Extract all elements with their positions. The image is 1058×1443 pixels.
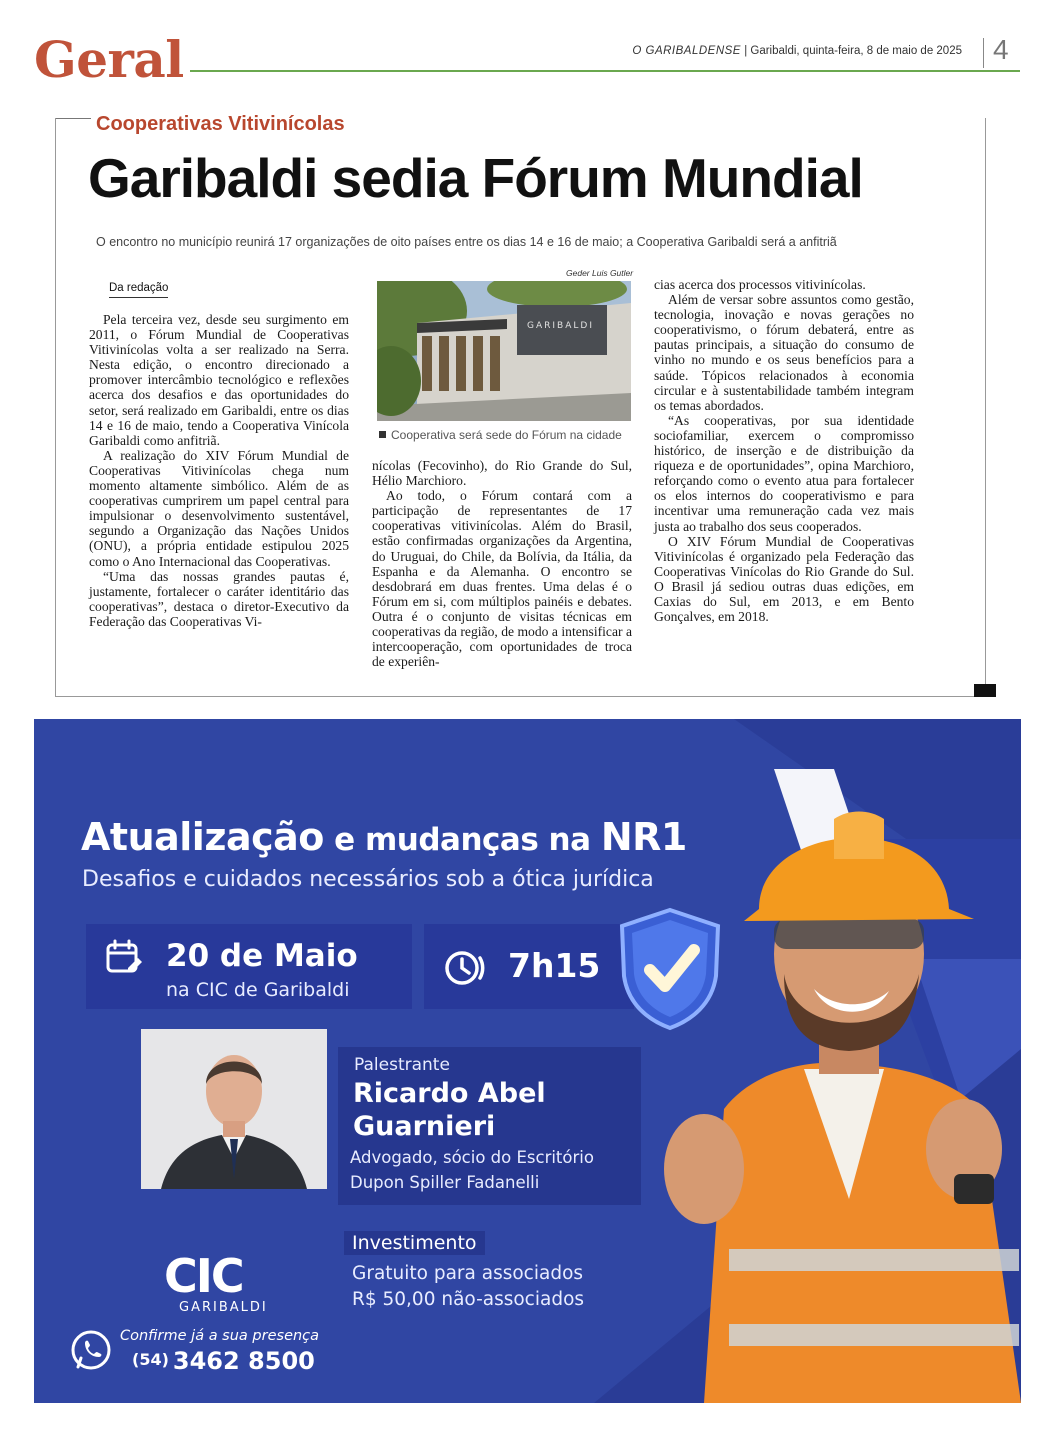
ad-title-part: NR1 (600, 815, 687, 859)
phone-number: 3462 8500 (172, 1347, 315, 1375)
contact-phone[interactable] (132, 1347, 315, 1375)
calendar-icon (104, 938, 144, 978)
event-advertisement (34, 719, 1021, 1403)
phone-area-code: (54) (132, 1350, 169, 1369)
article-frame (55, 118, 56, 696)
event-place: na CIC de Garibaldi (166, 979, 350, 1001)
ad-title (81, 815, 687, 859)
cic-logo: CIC (164, 1249, 243, 1303)
article-column-3 (654, 277, 914, 624)
article-subtitle: O encontro no município reunirá 17 organizações de oito países entre os dias 14 e 16 de maio; a Cooperativa Garibaldi será a anfitriã (96, 235, 837, 249)
paragraph: cias acerca dos processos vitivinícolas. (654, 277, 866, 292)
section-title: Geral (34, 30, 184, 89)
newspaper-name: O GARIBALDENSE (632, 45, 741, 57)
page-divider (983, 38, 984, 68)
photo-sign-text: GARIBALDI (527, 321, 594, 331)
speaker-name (353, 1077, 546, 1143)
paragraph: nícolas (Fecovinho), do Rio Grande do Sul, Hélio Marchioro. (372, 458, 632, 489)
ad-subtitle: Desafios e cuidados necessários sob a ótica jurídica (82, 867, 654, 892)
date-box (86, 924, 412, 1009)
paragraph: A realização do XIV Fórum Mundial de Cooperativas Vitivinícolas chega num momento altamente simbólico. Além de as cooperativas cumprirem um papel central para impulsionar o desenvolvimento sustentável, segundo a Organização das Nações Unidos (ONU), a própria entidade estipulou 2025 como o Ano Internacional das Cooperativas. (89, 447, 349, 569)
paragraph: Ao todo, o Fórum contará com a participação de representantes de 17 cooperativas vitivinícolas. Além do Brasil, estão confirmadas organizações da Argentina, do Uruguai, do Chile, da Bolívia, da Itália, da Espanha e da Alemanha. O encontro se desdobrará em duas frentes. Uma delas é o Fórum em si, com múltiplos painéis e debates. Outra é o conjunto de visitas técnicas em cooperativas da região, de modo a intensificar a intercooperação, com oportunidades de troca de experiên- (372, 488, 632, 670)
ad-title-part: e mudanças na (323, 822, 601, 858)
paragraph: O XIV Fórum Mundial de Cooperativas Vitivinícolas é organizado pela Federação das Cooperativas Vinícolas do Rio Grande do Sul. O Brasil já sediou outras duas edições, em Caxias do Sul, em 2013, e em Bento Gonçalves, em 2018. (654, 533, 914, 625)
clock-icon (442, 950, 488, 986)
header-separator: | (744, 45, 748, 57)
whatsapp-icon[interactable] (70, 1329, 112, 1371)
event-time: 7h15 (508, 946, 601, 985)
caption-marker-icon (379, 431, 386, 438)
ad-title-part: Atualização (81, 815, 324, 859)
page-number: 4 (993, 34, 1009, 65)
speaker-role-line: Advogado, sócio do Escritório (350, 1148, 594, 1167)
investment-label: Investimento (344, 1231, 485, 1255)
article-frame (985, 118, 986, 696)
photo-caption-text: Cooperativa será sede do Fórum na cidade (391, 428, 622, 442)
article-photo (377, 281, 631, 421)
speaker-name-line: Ricardo Abel (353, 1078, 546, 1109)
speaker-role-line: Dupon Spiller Fadanelli (350, 1173, 540, 1192)
article-column-1 (89, 312, 349, 629)
header-meta (632, 45, 962, 57)
speaker-name-line: Guarnieri (353, 1111, 496, 1142)
article-byline: Da redação (109, 282, 168, 298)
header-rule (190, 70, 1020, 72)
article-kicker: Cooperativas Vitivinícolas (96, 113, 345, 135)
photo-credit: Geder Luis Gutler (566, 268, 634, 278)
article-headline: Garibaldi sedia Fórum Mundial (88, 147, 863, 209)
investment-line: Gratuito para associados (352, 1263, 584, 1284)
paragraph: “Uma das nossas grandes pautas é, justamente, fortalecer o caráter identitário das cooperativas”, destaca o diretor-Executivo da Federação das Cooperativas Vi- (89, 568, 349, 629)
photo-caption (379, 428, 622, 442)
worker-illustration (634, 779, 1021, 1403)
investment-line: R$ 50,00 não-associados (352, 1289, 585, 1310)
paragraph: Pela terceira vez, desde seu surgimento em 2011, o Fórum Mundial de Cooperativas Vitivinícolas volta a ser realizado na Serra. Nesta edição, o encontro direcionado a promover intercâmbio tecnológico e reflexões acerca dos desafios e das oportunidades do setor, será realizado em Garibaldi, entre os dias 14 e 16 de maio, tendo a Cooperativa Vinícola Garibaldi como anfitriã. (89, 312, 349, 448)
paragraph: Além de versar sobre assuntos como gestão, tecnologia, inovação e novas gerações no cooperativismo, o fórum debaterá, entre as pautas principais, a situação do consumo de vinho no mundo e os seus benefícios para a saúde. Tópicos relacionados à economia circular e à sustentabilidade também integram os temas abordados. (654, 292, 914, 413)
paragraph: “As cooperativas, por sua identidade sociofamiliar, exercem o compromisso histórico, de inserção e de distribuição da riqueza e de oportunidades”, opina Marchioro, reforçando como o evento atua para fortalecer os elos internos do cooperativismo e para incentivar uma remuneração cada vez mais justa ao trabalho dos seus cooperados. (654, 412, 914, 534)
event-date: 20 de Maio (166, 938, 358, 974)
speaker-role (350, 1145, 594, 1195)
confirm-presence-text: Confirme já a sua presença (120, 1328, 320, 1344)
time-box (424, 924, 634, 1009)
speaker-box (338, 1047, 641, 1205)
article-frame (55, 118, 91, 119)
issue-date: Garibaldi, quinta-feira, 8 de maio de 2025 (750, 45, 962, 57)
article-column-2 (372, 458, 632, 669)
article-end-mark (974, 684, 996, 697)
speaker-label: Palestrante (354, 1055, 450, 1075)
investment-details (352, 1261, 584, 1313)
cic-logo-subtitle: GARIBALDI (179, 1300, 268, 1315)
article-frame (55, 696, 986, 697)
speaker-photo (141, 1029, 327, 1189)
